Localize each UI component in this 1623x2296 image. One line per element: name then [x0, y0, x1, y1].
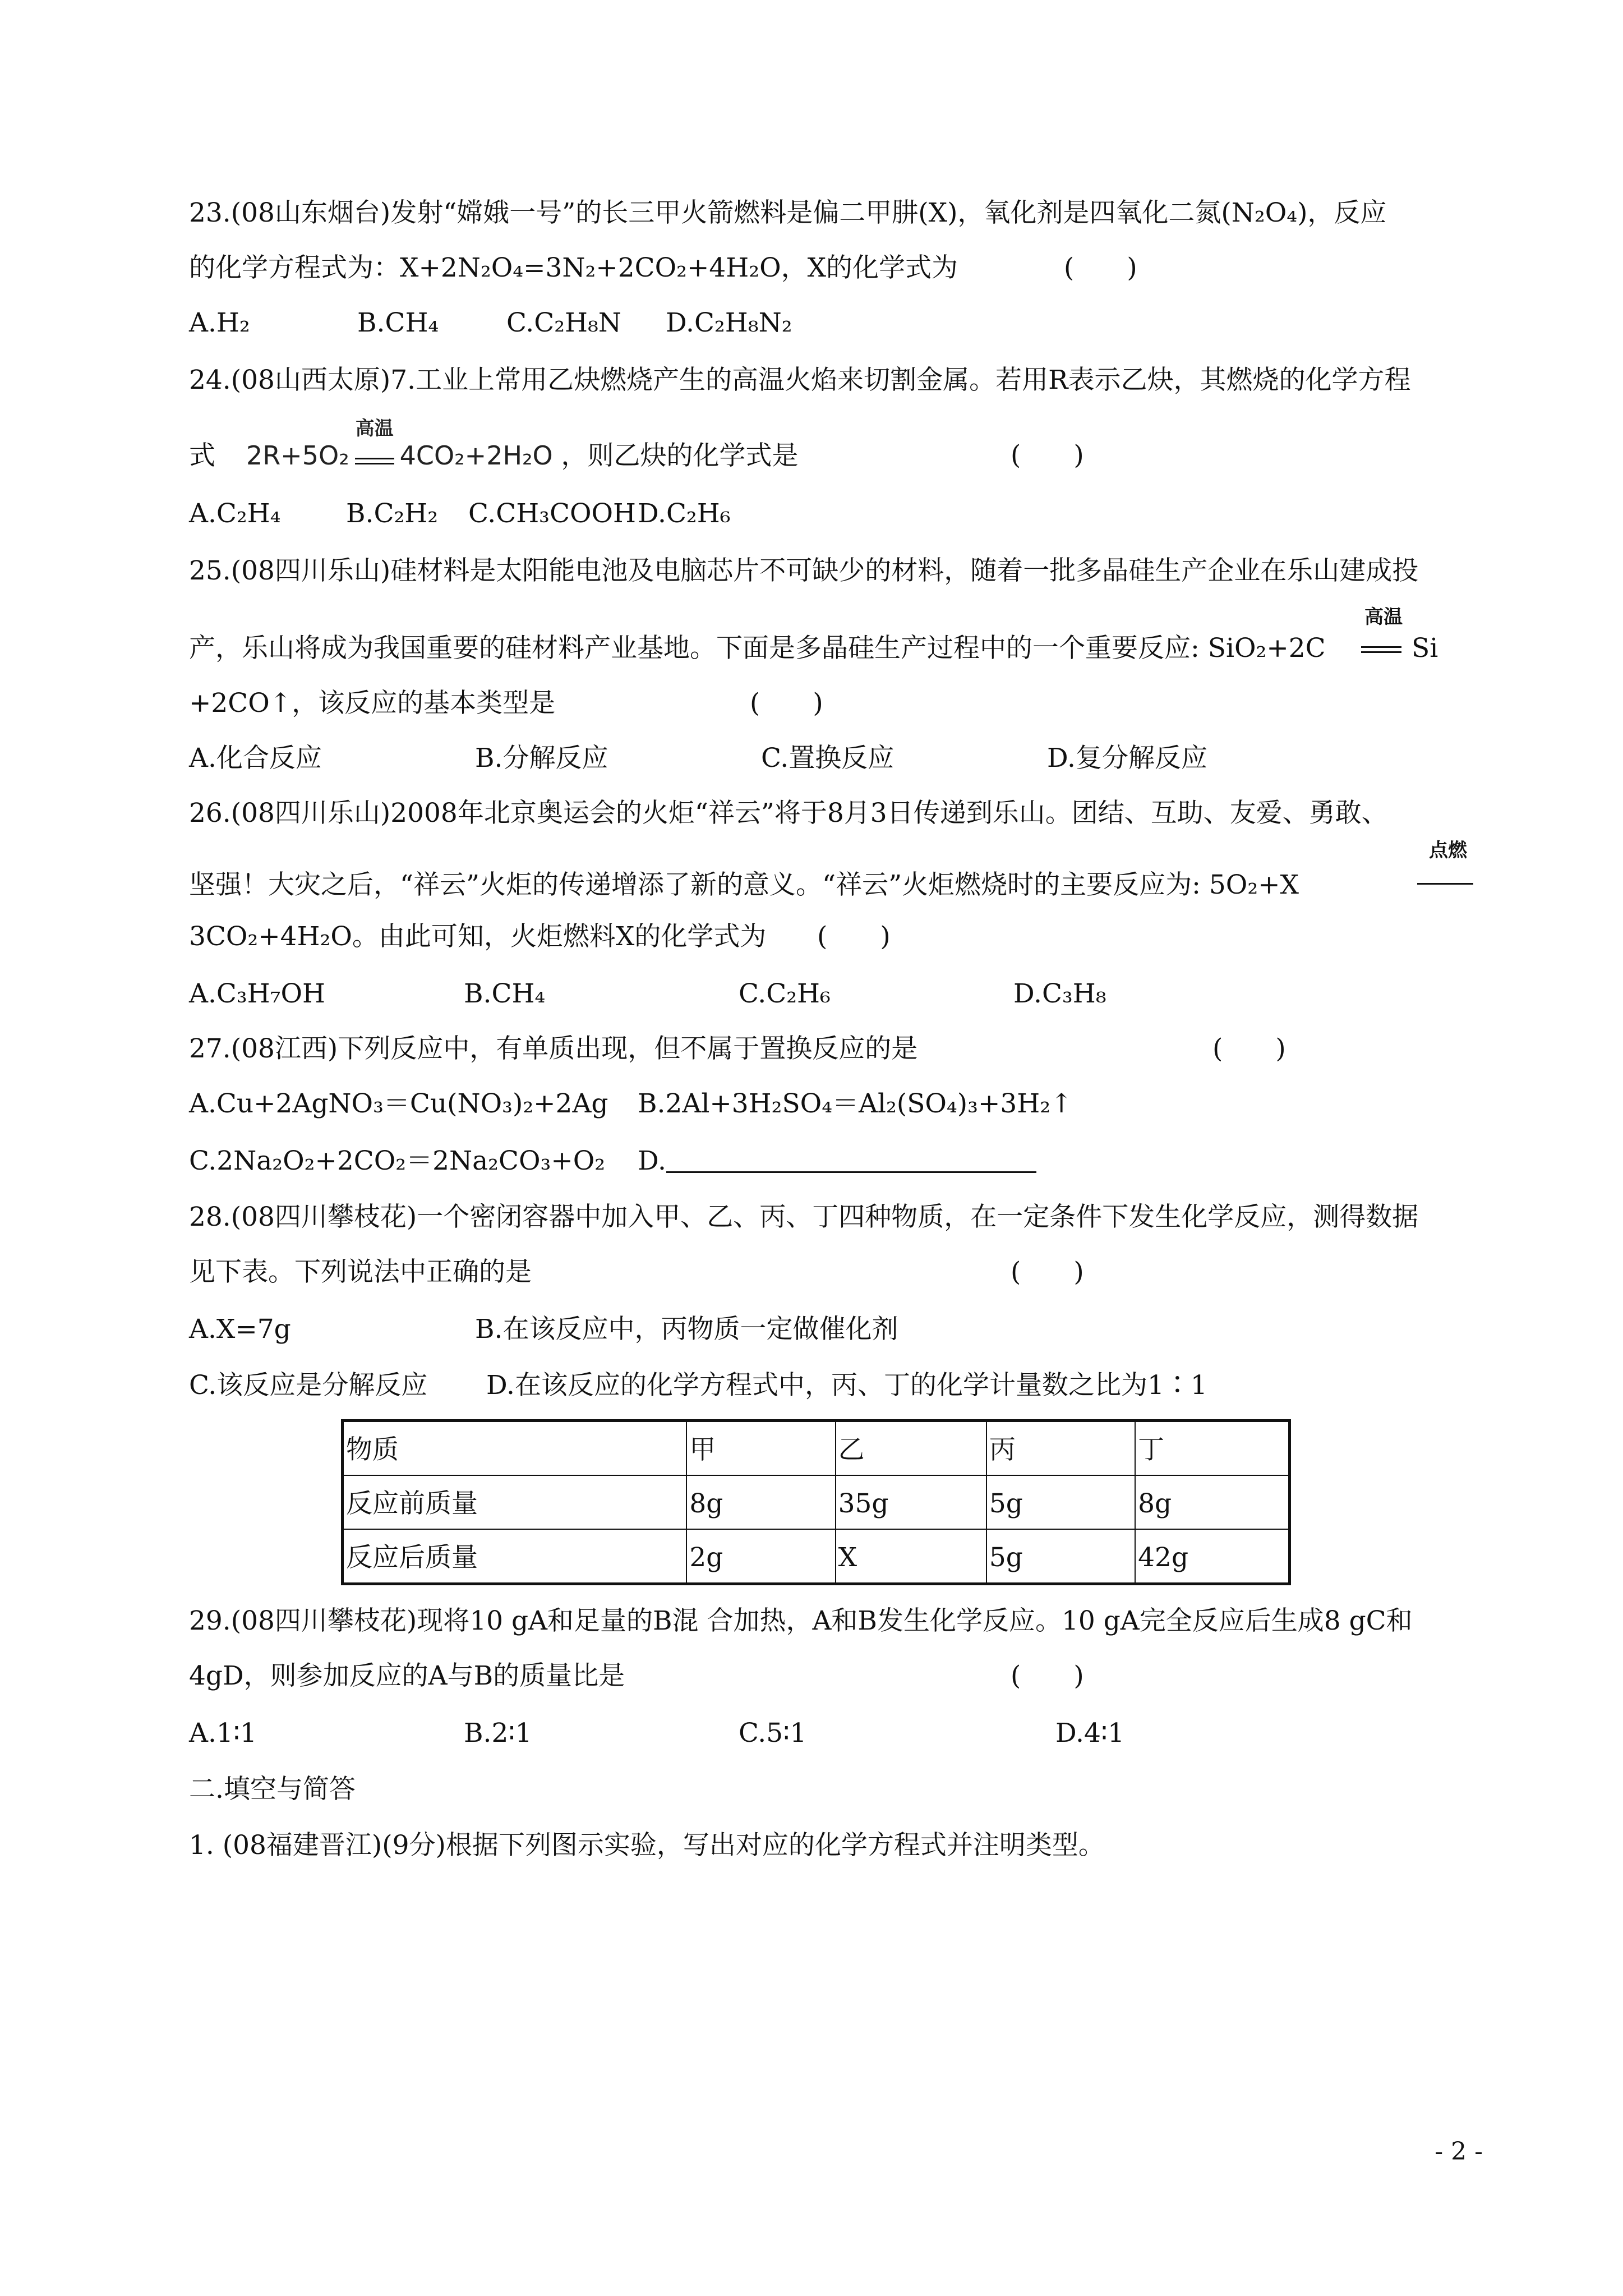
q26-line3: 3CO₂+4H₂O。由此可知，火炬燃料X的化学式为 [189, 921, 767, 952]
q27-option-d-blank[interactable] [666, 1145, 1036, 1173]
q27-option-c: C.2Na₂O₂+2CO₂＝2Na₂CO₃+O₂ [189, 1145, 606, 1176]
table-header-cell: 物质 [343, 1421, 687, 1476]
q23-answer-paren: ( ) [1064, 252, 1137, 283]
q28-data-table [341, 1419, 1291, 1585]
q29-line1: 29.(08四川攀枝花)现将10 gA和足量的B混 合加热，A和B发生化学反应。10 gA完全反应后生成8 gC和 [189, 1605, 1413, 1636]
q27-option-d: D. [638, 1145, 666, 1176]
q28-line1: 28.(08四川攀枝花)一个密闭容器中加入甲、乙、丙、丁四种物质，在一定条件下发生化学反应，测得数据 [189, 1202, 1419, 1232]
q28-line2: 见下表。下列说法中正确的是 [189, 1257, 532, 1287]
q23-option-a: A.H₂ [189, 307, 250, 338]
q23-line1: 23.(08山东烟台)发射“嫦娥一号”的长三甲火箭燃料是偏二甲肼(X)，氧化剂是四氧化二氮(N₂O₄)，反应 [189, 197, 1387, 228]
q23-line2: 的化学方程式为：X+2N₂O₄=3N₂+2CO₂+4H₂O，X的化学式为 [189, 252, 958, 283]
q26-line1: 26.(08四川乐山)2008年北京奥运会的火炬“祥云”将于8月3日传递到乐山。团结、互助、友爱、勇敢、 [189, 798, 1388, 829]
q29-option-b: B.2∶1 [464, 1718, 532, 1749]
q25-option-c: C.置换反应 [761, 743, 895, 774]
q24-condition-text: 高温 [355, 417, 394, 440]
table-cell: 8g [686, 1475, 835, 1529]
q29-answer-paren: ( ) [1011, 1660, 1084, 1691]
q29-line2-row [189, 1659, 1479, 1693]
table-cell: 反应前质量 [343, 1475, 687, 1529]
q24-option-a: A.C₂H₄ [189, 498, 281, 529]
q26-option-d: D.C₃H₈ [1013, 978, 1106, 1009]
q24-line1: 24.(08山西太原)7.工业上常用乙炔燃烧产生的高温火焰来切割金属。若用R表示乙炔，其燃烧的化学方程 [189, 365, 1411, 395]
q24-equation-left: 2R+5O₂ [246, 440, 349, 471]
q25-condition [1359, 606, 1408, 653]
q25-line2-row [189, 606, 1501, 665]
q28-line2-row [189, 1255, 1479, 1289]
q26-option-a: A.C₃H₇OH [189, 978, 326, 1009]
q27-line1: 27.(08江西)下列反应中，有单质出现，但不属于置换反应的是 [189, 1033, 918, 1064]
q26-line2-row [189, 839, 1501, 902]
q29-option-c: C.5∶1 [739, 1718, 807, 1749]
q24-equation [246, 417, 561, 471]
q25-answer-paren: ( ) [750, 688, 823, 719]
q24-equation-right: 4CO₂+2H₂O [399, 440, 553, 471]
q27-option-b: B.2Al+3H₂SO₄＝Al₂(SO₄)₃+3H₂↑ [638, 1088, 1073, 1119]
q25-option-d: D.复分解反应 [1047, 743, 1207, 774]
table-header-cell: 丙 [986, 1421, 1135, 1476]
table-header-row [343, 1421, 1290, 1476]
section2-q1: 1. (08福建晋江)(9分)根据下列图示实验，写出对应的化学方程式并注明类型。 [189, 1830, 1105, 1861]
section-title: 二.填空与简答 [189, 1774, 356, 1805]
q25-option-b: B.分解反应 [475, 743, 608, 774]
q24-line2-prefix: 式 [189, 440, 215, 471]
q23-line2-row [189, 251, 1479, 285]
q28-answer-paren: ( ) [1011, 1257, 1084, 1287]
table-cell: 8g [1135, 1475, 1289, 1529]
table-cell: 反应后质量 [343, 1529, 687, 1584]
q25-condition-text: 高温 [1364, 606, 1403, 628]
q29-option-a: A.1∶1 [189, 1718, 257, 1749]
table-header-cell: 乙 [836, 1421, 986, 1476]
page-number: - 2 - [1435, 2137, 1483, 2166]
q29-line2: 4gD，则参加反应的A与B的质量比是 [189, 1660, 625, 1691]
table-header-cell: 甲 [686, 1421, 835, 1476]
q24-answer-paren: ( ) [1011, 440, 1084, 471]
q24-option-c: C.CH₃COOH [468, 498, 637, 529]
q29-option-d: D.4∶1 [1055, 1718, 1124, 1749]
q26-option-c: C.C₂H₆ [739, 978, 831, 1009]
q23-option-b: B.CH₄ [357, 307, 439, 338]
q26-answer-paren: ( ) [817, 921, 891, 952]
table-row [343, 1475, 1290, 1529]
q23-option-c: C.C₂H₈N [506, 307, 621, 338]
q24-option-d: D.C₂H₆ [638, 498, 731, 529]
q27-answer-paren: ( ) [1212, 1033, 1286, 1064]
q26-condition [1415, 839, 1481, 886]
q28-option-c: C.该反应是分解反应 [189, 1370, 428, 1401]
q24-option-b: B.C₂H₂ [346, 498, 439, 529]
q25-line2-suffix: Si [1412, 633, 1438, 664]
q24-line2-suffix: ，则乙炔的化学式是 [561, 440, 799, 471]
q28-option-a: A.X=7g [189, 1314, 291, 1345]
q27-line1-row [189, 1032, 1479, 1066]
q26-line2-prefix: 坚强！大灾之后，“祥云”火炬的传递增添了新的意义。“祥云”火炬燃烧时的主要反应为: 5O₂+X [189, 869, 1299, 900]
q24-equation-condition [353, 417, 396, 464]
table-row [343, 1529, 1290, 1584]
q28-option-b: B.在该反应中，丙物质一定做催化剂 [475, 1314, 898, 1345]
table-cell: X [836, 1529, 986, 1584]
q23-option-d: D.C₂H₈N₂ [666, 307, 792, 338]
q25-option-a: A.化合反应 [189, 743, 322, 774]
q27-option-d-row [638, 1144, 1036, 1178]
q27-option-a: A.Cu+2AgNO₃＝Cu(NO₃)₂+2Ag [189, 1088, 608, 1119]
q25-line3: +2CO↑，该反应的基本类型是 [189, 688, 556, 719]
q28-option-d: D.在该反应的化学方程式中，丙、丁的化学计量数之比为1∶1 [486, 1370, 1207, 1401]
table-header-cell: 丁 [1135, 1421, 1289, 1476]
table-cell: 5g [986, 1529, 1135, 1584]
table-cell: 42g [1135, 1529, 1289, 1584]
q26-option-b: B.CH₄ [464, 978, 546, 1009]
table-cell: 2g [686, 1529, 835, 1584]
q24-line2-row [189, 417, 1479, 473]
q25-line3-row [189, 687, 1479, 720]
q25-line1: 25.(08四川乐山)硅材料是太阳能电池及电脑芯片不可缺少的材料，随着一批多晶硅生产企业在乐山建成投 [189, 555, 1419, 586]
table-cell: 5g [986, 1475, 1135, 1529]
q25-line2-prefix: 产，乐山将成为我国重要的硅材料产业基地。下面是多晶硅生产过程中的一个重要反应: SiO₂+2C [189, 633, 1326, 664]
q26-line3-row [189, 920, 1479, 954]
q26-condition-text: 点燃 [1429, 839, 1467, 862]
table-cell: 35g [836, 1475, 986, 1529]
